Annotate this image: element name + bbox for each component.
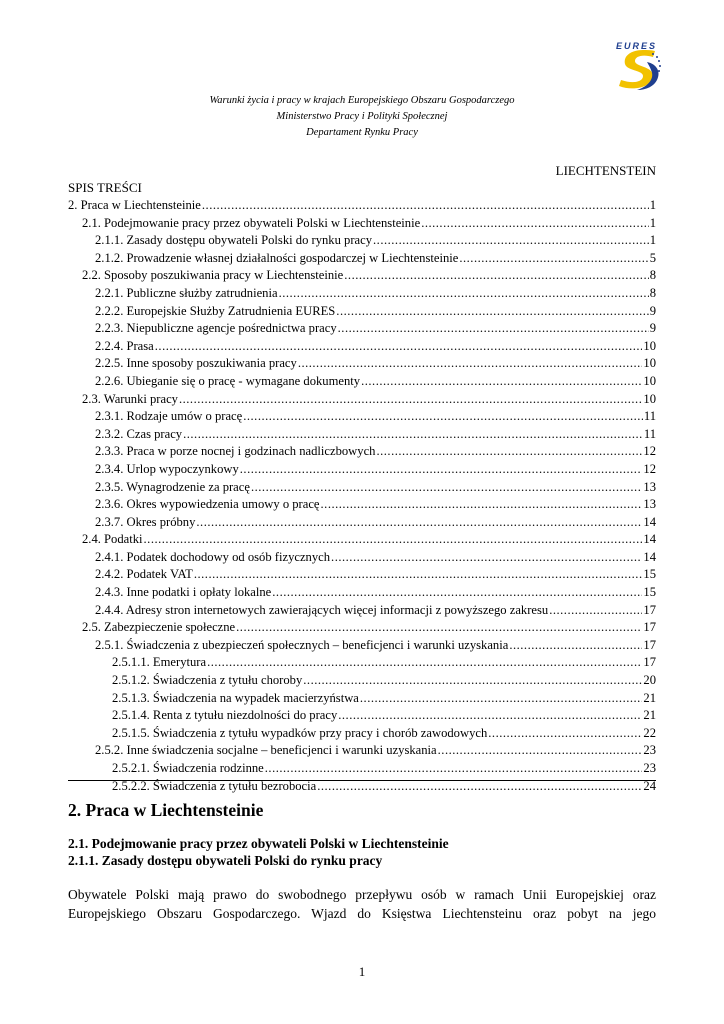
toc-leader-dots [373, 232, 649, 250]
toc-entry-label: 2.4.4. Adresy stron internetowych zawierających więcej informacji z powyższego zakresu [95, 602, 549, 617]
toc-entry-label: 2.2.1. Publiczne służby zatrudnienia [95, 285, 278, 300]
toc-entry-page: 14 [643, 549, 656, 564]
toc-leader-dots [202, 197, 649, 215]
toc-entry-page: 17 [643, 655, 656, 670]
toc-entry-label: 2.5.1.5. Świadczenia z tytułu wypadków przy pracy i chorób zawodowych [112, 725, 488, 740]
toc-leader-dots [488, 725, 642, 743]
toc-leader-dots [331, 549, 642, 567]
toc-leader-dots [360, 690, 643, 708]
toc-leader-dots [196, 514, 642, 532]
toc-entry-label: 2.5.1. Świadczenia z ubezpieczeń społecznych – beneficjenci i warunki uzyskania [95, 637, 509, 652]
eures-logo-text: EURES [616, 41, 658, 51]
paragraph-line-2: Europejskiego Obszaru Gospodarczego. Wjazd do Księstwa Liechtensteinu oraz pobyt na jego [68, 906, 656, 921]
toc-entry-page: 22 [643, 725, 656, 740]
toc-entry-page: 24 [643, 778, 656, 793]
toc-entry[interactable] [68, 725, 656, 743]
toc-entry[interactable] [68, 338, 656, 356]
toc-entry-page: 10 [643, 338, 656, 353]
toc-leader-dots [338, 707, 642, 725]
document-header [0, 93, 724, 141]
toc-entry[interactable] [68, 373, 656, 391]
toc-entry-label: 2.5. Zabezpieczenie społeczne [82, 620, 236, 635]
toc-entry-label: 2.4.1. Podatek dochodowy od osób fizycznych [95, 549, 331, 564]
toc-entry-label: 2.4.2. Podatek VAT [95, 567, 193, 582]
toc-leader-dots [376, 443, 642, 461]
toc-entry-label: 2.2. Sposoby poszukiwania pracy w Liechtensteinie [82, 268, 344, 283]
toc-entry[interactable] [68, 496, 656, 514]
toc-leader-dots [194, 566, 643, 584]
toc-entry-page: 12 [643, 461, 656, 476]
toc-entry-label: 2.3. Warunki pracy [82, 391, 178, 406]
toc-entry-page: 1 [649, 233, 656, 248]
toc-leader-dots [236, 619, 642, 637]
toc-entry[interactable] [68, 391, 656, 409]
toc-leader-dots [321, 496, 643, 514]
toc-leader-dots [240, 461, 643, 479]
toc-leader-dots [144, 531, 643, 549]
toc-entry-label: 2.1.1. Zasady dostępu obywateli Polski do rynku pracy [95, 233, 373, 248]
toc-entry-page: 14 [643, 514, 656, 529]
toc-entry-page: 10 [643, 391, 656, 406]
toc-entry-label: 2.4.3. Inne podatki i opłaty lokalne [95, 585, 272, 600]
page-number: 1 [358, 964, 366, 979]
toc-entry-page: 8 [649, 285, 656, 300]
toc-entry[interactable] [68, 443, 656, 461]
toc-entry[interactable] [68, 479, 656, 497]
toc-entry-label: 2.5.1.1. Emerytura [112, 655, 207, 670]
toc-entry[interactable] [68, 355, 656, 373]
toc-entry[interactable] [68, 320, 656, 338]
toc-entry-label: 2.5.1.2. Świadczenia z tytułu choroby [112, 673, 303, 688]
toc-entry[interactable] [68, 197, 656, 215]
toc-entry-label: 2.3.6. Okres wypowiedzenia umowy o pracę [95, 497, 320, 512]
toc-entry-label: 2. Praca w Liechtensteinie [68, 198, 201, 212]
toc-entry[interactable] [68, 514, 656, 532]
toc-entry[interactable] [68, 584, 656, 602]
toc-entry[interactable] [68, 215, 656, 233]
toc-entry[interactable] [68, 637, 656, 655]
toc-leader-dots [207, 654, 642, 672]
toc-entry-page: 23 [643, 743, 656, 758]
toc-entry[interactable] [68, 461, 656, 479]
toc-entry-label: 2.5.2.1. Świadczenia rodzinne [112, 761, 264, 775]
toc-entry-page: 10 [643, 356, 656, 371]
toc-entry-page: 15 [643, 567, 656, 582]
toc-entry[interactable] [68, 285, 656, 303]
toc-entry-page: 15 [643, 585, 656, 600]
toc-entry[interactable] [68, 531, 656, 549]
toc-entry-label: 2.2.3. Niepubliczne agencje pośrednictwa pracy [95, 321, 337, 336]
toc-entry[interactable] [68, 303, 656, 321]
toc-leader-dots [298, 355, 643, 373]
country-label: LIECHTENSTEIN [555, 163, 656, 178]
toc-entry-label: 2.2.4. Prasa [95, 338, 154, 353]
toc-leader-dots [361, 373, 642, 391]
toc-leader-dots [338, 320, 649, 338]
toc-entry-label: 2.3.1. Rodzaje umów o pracę [95, 409, 243, 424]
toc-leader-dots [251, 479, 642, 497]
subheading-2-1-1: 2.1.1. Zasady dostępu obywateli Polski do rynku pracy [68, 853, 383, 868]
toc-leader-dots [179, 391, 642, 409]
toc-entry-page: 13 [643, 497, 656, 512]
toc-leader-dots [336, 303, 648, 321]
toc-title: SPIS TREŚCI [68, 180, 142, 195]
toc-entry-page: 20 [643, 673, 656, 688]
header-line-2: Ministerstwo Pracy i Polityki Społecznej [276, 111, 448, 122]
toc-entry[interactable] [68, 602, 656, 620]
toc-entry-label: 2.3.3. Praca w porze nocnej i godzinach nadliczbowych [95, 444, 376, 459]
eures-logo-icon [613, 40, 663, 92]
table-of-contents [68, 197, 656, 795]
toc-entry-label: 2.2.5. Inne sposoby poszukiwania pracy [95, 356, 297, 371]
header-line-3: Departament Rynku Pracy [306, 127, 418, 138]
section-heading: 2. Praca w Liechtensteinie [68, 800, 264, 820]
toc-entry[interactable] [68, 619, 656, 637]
header-line-1: Warunki życia i pracy w krajach Europejskiego Obszaru Gospodarczego [209, 95, 515, 106]
toc-entry-page: 13 [643, 479, 656, 494]
toc-entry-label: 2.3.7. Okres próbny [95, 514, 196, 529]
toc-entry-page: 21 [643, 708, 656, 723]
toc-entry[interactable] [68, 760, 656, 778]
toc-entry-label: 2.5.1.4. Renta z tytułu niezdolności do pracy [112, 708, 338, 723]
toc-entry-page: 11 [643, 409, 656, 424]
toc-entry[interactable] [68, 672, 656, 690]
subheading-2-1: 2.1. Podejmowanie pracy przez obywateli Polski w Liechtensteinie [68, 836, 449, 851]
toc-entry[interactable] [68, 408, 656, 426]
toc-leader-dots [272, 584, 642, 602]
toc-entry-label: 2.3.4. Urlop wypoczynkowy [95, 461, 239, 476]
toc-entry-page: 17 [643, 602, 656, 617]
paragraph-line-1: Obywatele Polski mają prawo do swobodnego przepływu osób w ramach Unii Europejskiej oraz [68, 887, 656, 902]
divider [68, 780, 656, 781]
toc-entry-label: 2.1. Podejmowanie pracy przez obywateli Polski w Liechtensteinie [82, 215, 421, 230]
toc-leader-dots [183, 426, 643, 444]
toc-entry-page: 12 [643, 444, 656, 459]
toc-leader-dots [279, 285, 649, 303]
toc-entry-page: 9 [649, 303, 656, 318]
toc-leader-dots [265, 760, 643, 778]
body-paragraph [68, 885, 656, 923]
toc-leader-dots [438, 742, 643, 760]
toc-entry[interactable] [68, 267, 656, 285]
toc-leader-dots [549, 602, 642, 620]
toc-entry-page: 11 [643, 426, 656, 441]
toc-entry[interactable] [68, 742, 656, 760]
toc-entry-label: 2.5.2.2. Świadczenia z tytułu bezrobocia [112, 778, 317, 793]
toc-entry-page: 17 [643, 637, 656, 652]
toc-entry-page: 5 [649, 250, 656, 265]
toc-entry-page: 17 [643, 620, 656, 635]
toc-entry-label: 2.2.6. Ubieganie się o pracę - wymagane dokumenty [95, 373, 361, 388]
toc-leader-dots [344, 267, 648, 285]
toc-entry-page: 21 [643, 690, 656, 705]
toc-entry[interactable] [68, 549, 656, 567]
toc-entry-page: 1 [649, 215, 656, 230]
toc-entry[interactable] [68, 426, 656, 444]
toc-leader-dots [243, 408, 643, 426]
toc-entry[interactable] [68, 232, 656, 250]
toc-entry-label: 2.3.5. Wynagrodzenie za pracę [95, 479, 250, 494]
toc-entry-label: 2.4. Podatki [82, 532, 143, 547]
toc-entry-label: 2.2.2. Europejskie Służby Zatrudnienia EURES [95, 303, 336, 318]
toc-entry-label: 2.5.1.3. Świadczenia na wypadek macierzyństwa [112, 690, 359, 705]
toc-entry-page: 9 [649, 321, 656, 336]
toc-leader-dots [421, 215, 649, 233]
toc-entry[interactable] [68, 250, 656, 268]
toc-entry[interactable] [68, 690, 656, 708]
toc-entry[interactable] [68, 707, 656, 725]
toc-entry-label: 2.1.2. Prowadzenie własnej działalności gospodarczej w Liechtensteinie [95, 250, 459, 265]
toc-leader-dots [459, 250, 648, 268]
toc-entry-page: 14 [643, 532, 656, 547]
toc-entry-page: 10 [643, 373, 656, 388]
toc-entry-page: 8 [649, 268, 656, 283]
toc-entry-label: 2.5.2. Inne świadczenia socjalne – beneficjenci i warunki uzyskania [95, 743, 437, 758]
toc-leader-dots [155, 338, 643, 356]
toc-entry[interactable] [68, 566, 656, 584]
toc-leader-dots [303, 672, 642, 690]
toc-leader-dots [509, 637, 642, 655]
toc-entry[interactable] [68, 654, 656, 672]
toc-entry-page: 23 [643, 761, 656, 775]
toc-entry-page: 1 [649, 198, 656, 212]
toc-entry-label: 2.3.2. Czas pracy [95, 426, 183, 441]
